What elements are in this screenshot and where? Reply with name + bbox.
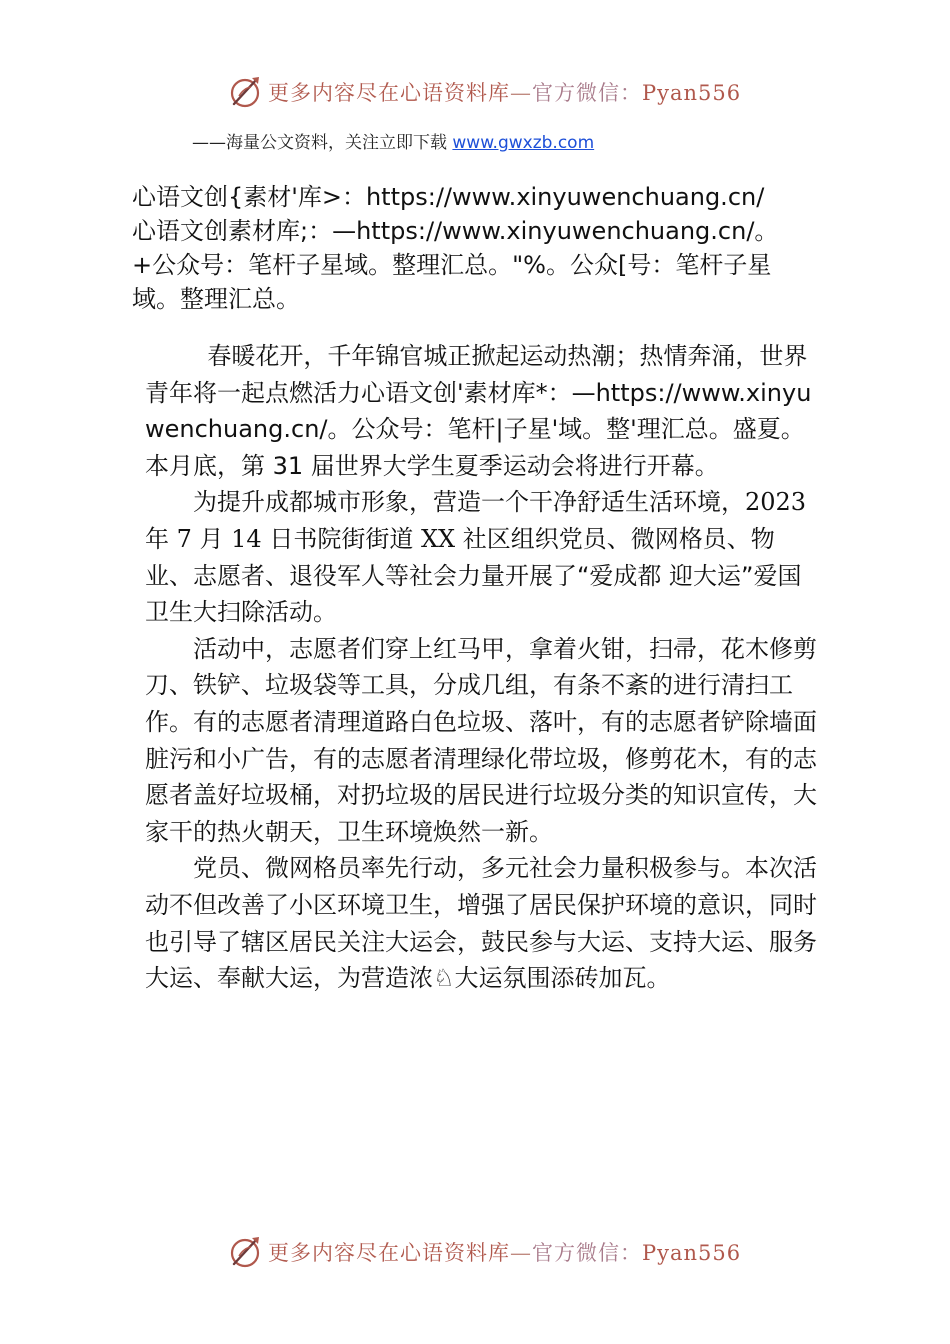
article-paragraph: 活动中，志愿者们穿上红马甲，拿着火钳，扫帚，花木修剪刀、铁铲、垃圾袋等工具，分成几组，有条不紊的进行清扫工作。有的志愿者清理道路白色垃圾、落叶，有的志愿者铲除墙面脏污和小广告，有的志愿者清理绿化带垃圾，修剪花木，有的志愿者盖好垃圾桶，对扔垃圾的居民进行垃圾分类的知识宣传，大家干的热火朝天，卫生环境焕然一新。: [145, 634, 817, 846]
pen-logo-icon: [228, 74, 264, 110]
pen-logo-icon: [228, 1234, 264, 1270]
source-line: 心语文创{素材'库>：https://www.xinyuwenchuang.cn/: [132, 183, 765, 211]
source-watermark-block: [132, 180, 822, 316]
article-paragraph: 为提升成都城市形象，营造一个干净舒适生活环境，2023 年 7 月 14 日书院街街道 XX 社区组织党员、微网格员、物业、志愿者、退役军人等社会力量开展了“爱成都 迎大运”爱国卫生大扫除活动。: [145, 488, 807, 627]
source-line: 心语文创素材库;：—https://www.xinyuwenchuang.cn/。: [132, 217, 779, 245]
article-paragraph: 党员、微网格员率先行动，多元社会力量积极参与。本次活动不但改善了小区环境卫生，增强了居民保护环境的意识，同时也引导了辖区居民关注大运会，鼓民参与大运、支持大运、服务大运、奉献大运，为营造浓♘大运氛围添砖加瓦。: [145, 854, 817, 993]
source-line: +公众号：笔杆子星域。整理汇总。"%。公众[号：笔杆子星: [132, 251, 772, 279]
footer-banner-text: 更多内容尽在心语资料库—官方微信：Pyan556: [268, 1241, 742, 1265]
source-line: 域。整理汇总。: [132, 285, 300, 313]
website-link[interactable]: www.gwxzb.com: [452, 133, 595, 153]
header-banner: [228, 72, 741, 112]
footer-banner: [228, 1232, 741, 1272]
download-subline: [192, 128, 594, 153]
subline-text: ——海量公文资料，关注立即下载: [192, 133, 453, 153]
article-paragraph: 春暖花开，千年锦官城正掀起运动热潮；热情奔涌，世界青年将一起点燃活力心语文创'素材库*：—https://www.xinyuwenchuang.cn/。公众号：笔杆|子星'域。整'理汇总。盛夏。本月底，第 31 届世界大学生夏季运动会将进行开幕。: [145, 342, 812, 480]
header-banner-text: 更多内容尽在心语资料库—官方微信：Pyan556: [268, 81, 742, 105]
article-body: [145, 338, 820, 997]
